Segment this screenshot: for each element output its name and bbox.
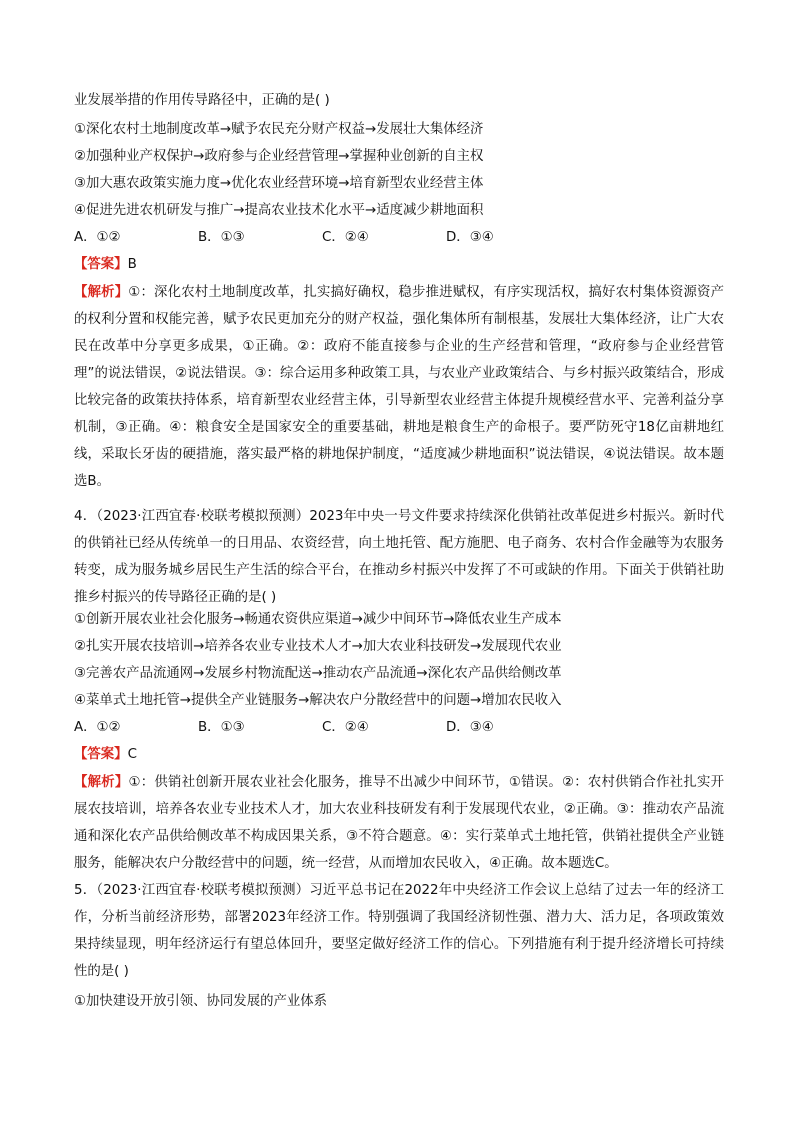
question-4-item-3: ③完善农产品流通网→发展乡村物流配送→推动农产品流通→深化农产品供给侧改革 — [74, 666, 562, 681]
question-3-answer — [74, 256, 137, 274]
question-4-options — [74, 719, 724, 737]
option-b: B．①③ — [198, 720, 245, 735]
question-5-item-1: ①加快建设开放引领、协同发展的产业体系 — [74, 994, 328, 1009]
option-c: C．②④ — [322, 230, 369, 245]
question-4-stem: 4．（2023·江西宜春·校联考模拟预测）2023年中央一号文件要求持续深化供销社改革促进乡村振兴。新时代的供销社已经从传统单一的日用品、农资经营，向土地托管、配方施肥、电子商务、农村合作金融等为农服务转变，成为服务城乡居民生产生活的综合平台，在推动乡村振兴中发挥了不可或缺的作用。下面关于供销社助推乡村振兴的传导路径正确的是( ) — [74, 509, 724, 605]
question-4-item-1: ①创新开展农业社会化服务→畅通农资供应渠道→减少中间环节→降低农业生产成本 — [74, 612, 562, 627]
option-d: D．③④ — [446, 720, 494, 735]
question-3-item-2: ②加强种业产权保护→政府参与企业经营管理→掌握种业创新的自主权 — [74, 149, 484, 164]
analysis-tag: 【解析】 — [74, 285, 129, 300]
question-4-item-2: ②扎实开展农技培训→培养各农业专业技术人才→加大农业科技研发→发展现代农业 — [74, 639, 562, 654]
answer-tag: 【答案】 — [74, 747, 128, 762]
option-a: A．①② — [74, 230, 121, 245]
analysis-tag: 【解析】 — [74, 775, 129, 790]
option-b: B．①③ — [198, 230, 245, 245]
question-4-answer — [74, 746, 137, 764]
question-3-analysis — [74, 279, 724, 495]
option-d: D．③④ — [446, 230, 494, 245]
question-3-item-4: ④促进先进农机研发与推广→提高农业技术化水平→适度减少耕地面积 — [74, 203, 484, 218]
question-3-stem-tail: 业发展举措的作用传导路径中，正确的是( ) — [74, 93, 330, 108]
answer-value: C — [127, 747, 137, 762]
question-3-item-3: ③加大惠农政策实施力度→优化农业经营环境→培育新型农业经营主体 — [74, 176, 484, 191]
analysis-text: ①：深化农村土地制度改革，扎实搞好确权，稳步推进赋权，有序实现活权，搞好农村集体资源资产的权利分置和权能完善，赋予农民更加充分的财产权益，强化集体所有制根基，发展壮大集体经济，让广大农民在改革中分享更多成果，①正确。②：政府不能直接参与企业的生产经营和管理，“政府参与企业经营管理”的说法错误，②说法错误。③：综合运用多种政策工具，与农业产业政策结合、与乡村振兴政策结合，形成比较完备的政策扶持体系，培育新型农业经营主体，引导新型农业经营主体提升规模经营水平、完善利益分享机制，③正确。④：粮食安全是国家安全的重要基础，耕地是粮食生产的命根子。要严防死守18亿亩耕地红线，采取长牙齿的硬措施，落实最严格的耕地保护制度，“适度减少耕地面积”说法错误，④说法错误。故本题选B。 — [74, 285, 724, 489]
question-4-item-4: ④菜单式土地托管→提供全产业链服务→解决农户分散经营中的问题→增加农民收入 — [74, 693, 562, 708]
answer-value: B — [127, 257, 137, 272]
analysis-text: ①：供销社创新开展农业社会化服务，推导不出减少中间环节，①错误。②：农村供销合作社扎实开展农技培训，培养各农业专业技术人才，加大农业科技研发有利于发展现代农业，②正确。③：推动农产品流通和深化农产品供给侧改革不构成因果关系，③不符合题意。④：实行菜单式土地托管，供销社提供全产业链服务，能解决农户分散经营中的问题，统一经营，从而增加农民收入，④正确。故本题选C。 — [74, 775, 725, 871]
question-4-analysis — [74, 769, 724, 877]
option-c: C．②④ — [322, 720, 369, 735]
option-a: A．①② — [74, 720, 121, 735]
answer-tag: 【答案】 — [74, 257, 128, 272]
question-5-stem: 5．（2023·江西宜春·校联考模拟预测）习近平总书记在2022年中央经济工作会议上总结了过去一年的经济工作，分析当前经济形势，部署2023年经济工作。特别强调了我国经济韧性强、潜力大、活力足，各项政策效果持续显现，明年经济运行有望总体回升，要坚定做好经济工作的信心。下列措施有利于提升经济增长可持续性的是( ) — [74, 883, 724, 979]
question-3-options — [74, 229, 724, 247]
question-3-item-1: ①深化农村土地制度改革→赋予农民充分财产权益→发展壮大集体经济 — [74, 122, 484, 137]
